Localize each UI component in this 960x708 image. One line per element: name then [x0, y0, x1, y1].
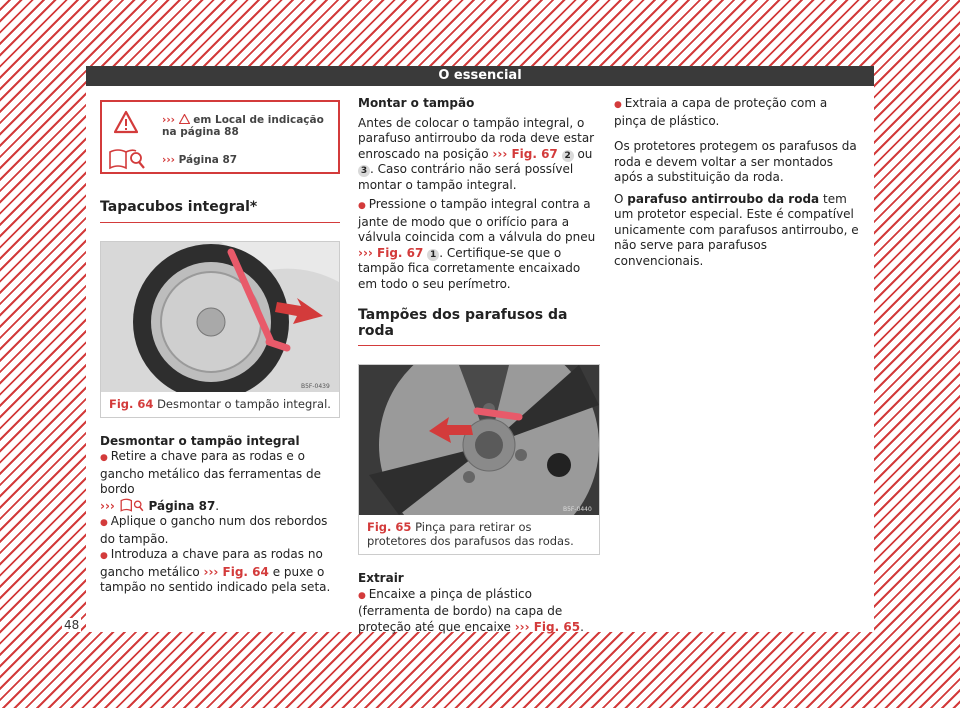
page-number: 48 [64, 618, 80, 632]
figure-link[interactable]: ››› Fig. 67 [492, 146, 558, 161]
paragraph-text: O [614, 191, 624, 206]
antitheft-paragraph [614, 192, 859, 270]
page-reference-text: Página 87 [178, 154, 238, 166]
figure-64-caption [101, 392, 339, 417]
figure-link[interactable]: ››› Fig. 67 [358, 245, 424, 260]
book-magnifier-icon-inline [119, 498, 145, 512]
page-link[interactable]: Página 87 [148, 498, 216, 513]
small-warning-icon [179, 114, 190, 124]
bolt-cap-illustration [359, 365, 599, 515]
montar-paragraph [358, 116, 600, 194]
paragraph-text: Antes de colocar o tampão integral, o parafuso antirroubo da roda deve estar enroscado na posição [358, 115, 595, 161]
figure-link-text: Fig. 64 [222, 564, 269, 579]
reference-box [100, 100, 340, 174]
desmontar-step-1: ● Retire a chave para as rodas e o gancho metálico das ferramentas de bordo ››› Página 87. [100, 449, 340, 514]
figure-code: B5F-0440 [563, 506, 592, 513]
montar-step-1 [358, 197, 600, 292]
figure-65 [358, 364, 600, 555]
section-title-tapacubos: Tapacubos integral* [100, 200, 340, 223]
step-text: Retire a chave para as rodas e o gancho metálico das ferramentas de bordo [100, 449, 321, 496]
protectors-paragraph: Os protetores protegem os parafusos da roda e devem voltar a ser montados após a substituição da roda. [614, 139, 857, 184]
caption-text: Pinça para retirar os protetores dos parafusos das rodas. [367, 520, 574, 548]
figure-65-caption [359, 515, 599, 554]
figure-link-text: Fig. 65 [533, 619, 581, 634]
section-title-tampoes: Tampões dos parafusos da roda [358, 308, 600, 346]
paragraph-text: . Caso contrário não será possível montar o tampão integral. [358, 162, 574, 192]
figure-64 [100, 241, 340, 418]
figure-label: Fig. 65 [367, 520, 412, 534]
step-text: . Certifique-se que o tampão fica corretamente encaixado em todo o seu perímetro. [358, 245, 581, 291]
desmontar-step-2: ● Aplique o gancho num dos rebordos do tampão. [100, 514, 340, 547]
warning-reference[interactable]: ››› em Local de indicação na página 88 [162, 114, 324, 138]
figure-link-text: Fig. 67 [511, 146, 558, 161]
paragraph-text: tem um protetor especial. Este é compatível unicamente com parafusos antirroubo, e não serve para parafusos convencionais. [614, 191, 859, 268]
step-text: Encaixe a pinça de plástico (ferramenta de bordo) na capa de proteção até que encaixe [358, 586, 563, 634]
page-header: O essencial [86, 66, 874, 86]
emphasis-text: parafuso antirroubo da roda [627, 191, 820, 206]
column-2 [358, 96, 600, 635]
column-1 [100, 96, 340, 596]
callout-number: 1 [427, 249, 439, 261]
figure-label: Fig. 64 [109, 396, 154, 411]
extrair-step-2: ● Extraia a capa de proteção com a pinça de plástico. [614, 96, 859, 129]
bolt-cap-image [359, 365, 599, 515]
callout-number: 2 [562, 150, 574, 162]
heading-montar: Montar o tampão [358, 96, 475, 110]
callout-number: 3 [358, 165, 370, 177]
step-text: Pressione o tampão integral contra a jante de modo que o orifício para a válvula coincida com a válvula do pneu [358, 197, 596, 244]
wheel-cover-image [101, 242, 339, 392]
warning-icon [114, 110, 138, 134]
figure-link-text: Fig. 67 [377, 245, 424, 260]
warning-reference-text: em Local de indicação na página 88 [162, 114, 324, 138]
wheel-cover-illustration [101, 242, 339, 392]
book-magnifier-icon [108, 148, 146, 170]
step-text: Introduza a chave para as rodas no gancho metálico [100, 547, 323, 579]
figure-link[interactable]: ››› Fig. 65 [514, 619, 581, 634]
column-3 [614, 96, 859, 269]
heading-desmontar: Desmontar o tampão integral [100, 433, 300, 448]
paragraph-text: ou [577, 146, 593, 161]
step-text: e puxe o tampão no sentido indicado pela seta. [100, 564, 331, 594]
figure-code: B5F-0439 [301, 382, 330, 390]
step-text: . [580, 619, 584, 634]
desmontar-step-3 [100, 547, 340, 596]
caption-text: Desmontar o tampão integral. [157, 396, 331, 411]
page-reference[interactable]: ››› Página 87 [162, 154, 238, 166]
heading-extrair: Extrair [358, 571, 404, 585]
figure-link[interactable]: ››› Fig. 64 [203, 564, 269, 579]
extrair-step-1 [358, 587, 600, 636]
